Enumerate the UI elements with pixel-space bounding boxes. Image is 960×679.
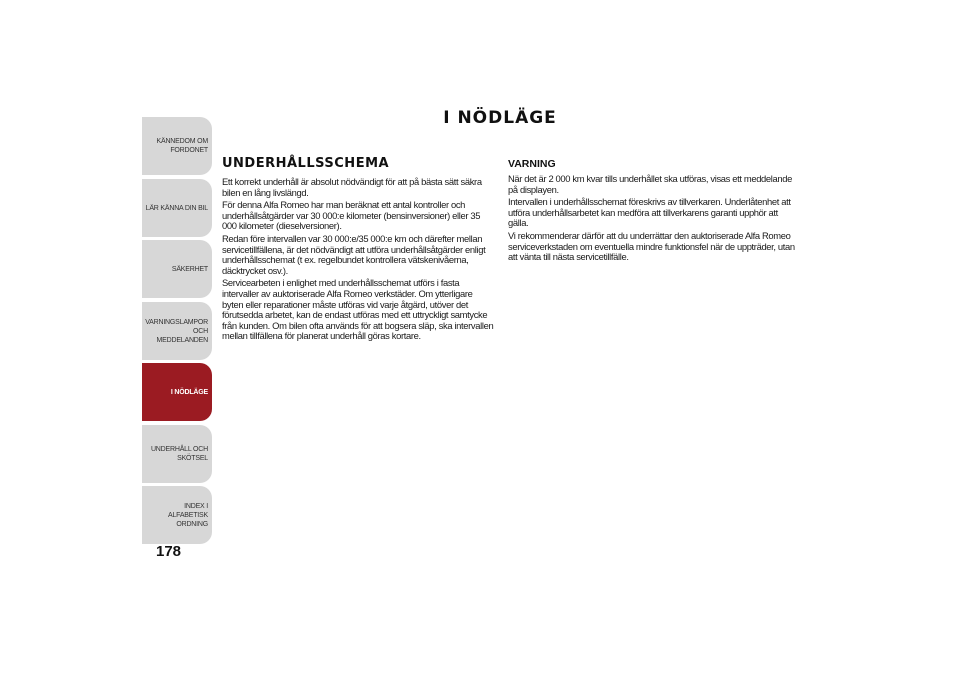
paragraph: Vi rekommenderar därför att du underrättar den auktoriserade Alfa Romeo serviceverkstaden om eventuella mindre funktionsfel när de uppträder, utan att vänta till nästa servicetillfälle. (508, 229, 795, 263)
page-title: I NÖDLÄGE (443, 108, 557, 128)
maintenance-schedule-section (222, 156, 494, 344)
tab-varningslampor-och-meddelanden[interactable]: VARNINGSLAMPOR OCH MEDDELANDEN (142, 302, 212, 360)
tab-underhall-och-skotsel[interactable]: UNDERHÅLL OCH SKÖTSEL (142, 425, 212, 483)
paragraph: För denna Alfa Romeo har man beräknat ett antal kontroller och underhållsåtgärder var 30 000:e kilometer (bensinversioner) eller 35 000 kilometer (dieselversioner). (222, 199, 481, 232)
warning-section (508, 158, 798, 265)
tab-sakerhet[interactable]: SÄKERHET (142, 240, 212, 298)
tab-i-nodlage[interactable]: I NÖDLÄGE (142, 363, 212, 421)
section-heading: UNDERHÅLLSSCHEMA (222, 156, 390, 171)
warning-heading: VARNING (508, 158, 556, 170)
tab-kannedom-om-fordonet[interactable]: KÄNNEDOM OM FORDONET (142, 117, 212, 175)
paragraph: Redan före intervallen var 30 000:e/35 000:e km och därefter mellan servicetillfällena, är det nödvändigt att utföra underhållsåtgärder enligt underhållsschemat (t ex. regelbundet kontrollera vätskenivåerna, däcktrycket osv.). (222, 232, 486, 276)
page-number: 178 (156, 543, 182, 560)
paragraph: Intervallen i underhållsschemat föreskrivs av tillverkaren. Underlåtenhet att utföra underhållsarbetet kan medföra att tillverkarens garanti upphör att gälla. (508, 196, 791, 229)
tab-index-i-alfabetisk-ordning[interactable]: INDEX I ALFABETISK ORDNING (142, 486, 212, 544)
paragraph: Servicearbeten i enlighet med underhållsschemat utförs i fasta intervaller av auktoriserade Alfa Romeo verkstäder. Om ytterligare byten eller reparationer måste utföras vid varje åtgärd, utöver det förutsedda arbetet, kan de endast utföras med ett uttryckligt samtycke från kunden. Om bilen ofta används för att bogsera släp, ska intervallen mellan tillfällena för planerat underhåll göras kortare. (222, 277, 494, 342)
paragraph: Ett korrekt underhåll är absolut nödvändigt för att på bästa sätt säkra bilen en lång livslängd. (222, 176, 482, 198)
tab-lar-kanna-din-bil[interactable]: LÄR KÄNNA DIN BIL (142, 179, 212, 237)
paragraph: När det är 2 000 km kvar tills underhållet ska utföras, visas ett meddelande på displayen. (508, 173, 792, 195)
chapter-sidebar (142, 117, 212, 546)
